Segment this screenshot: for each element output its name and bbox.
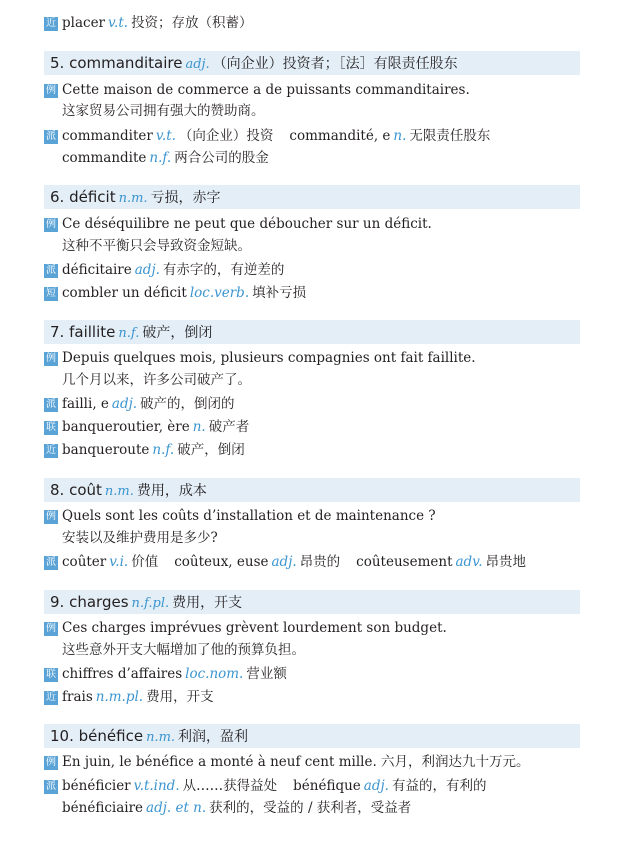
- derived-word: coûteux, euse: [174, 554, 269, 570]
- definition: 费用，开支: [172, 595, 243, 611]
- grammar-label: v.t.: [155, 128, 176, 144]
- definition: 填补亏损: [252, 285, 307, 301]
- derived-line: [44, 776, 486, 796]
- grammar-label: n.m.: [146, 730, 176, 745]
- grammar-label: v.t.: [108, 15, 129, 31]
- extra-line: [44, 664, 287, 684]
- grammar-label: adj.: [363, 778, 389, 794]
- tag-badge: 派: [46, 557, 56, 568]
- example-chinese: 这家贸易公司拥有强大的赞助商。: [62, 103, 265, 119]
- derived-line-2: [62, 798, 411, 818]
- headword: placer: [62, 15, 106, 31]
- definition: 价值: [131, 554, 159, 570]
- entry-header-10: [44, 724, 580, 748]
- extra-line: [44, 283, 306, 303]
- derived-word: bénéfique: [293, 778, 361, 794]
- definition: 费用，成本: [136, 483, 207, 499]
- definition: 获利的，受益的 / 获利者，受益者: [209, 800, 412, 816]
- tag-badge: 派: [46, 131, 56, 142]
- tag-badge: 近: [46, 18, 56, 29]
- example-chinese: 六月，利润达九十万元。: [381, 754, 530, 770]
- definition: 投资；存放（积蓄）: [131, 15, 253, 31]
- derived-word: commandite: [62, 150, 147, 166]
- example-line: [44, 618, 447, 638]
- definition: 破产的，倒闭的: [140, 396, 235, 412]
- entry-number: 7.: [50, 323, 65, 341]
- extra-line: [44, 687, 214, 707]
- tag-badge: 例: [46, 757, 56, 768]
- entry-number: 9.: [50, 593, 65, 611]
- grammar-label: n.m.: [118, 191, 148, 206]
- example-chinese: 这种不平衡只会导致资金短缺。: [62, 238, 251, 254]
- definition: 有赤字的，有逆差的: [162, 262, 285, 278]
- extra-line: [44, 417, 249, 437]
- grammar-label: n.f.: [149, 150, 172, 166]
- grammar-label: n.m.pl.: [95, 689, 144, 705]
- definition: 利润，盈利: [178, 729, 249, 745]
- extra-line: [44, 394, 235, 414]
- definition: 有益的，有利的: [391, 778, 487, 794]
- derived-word: commanditer: [62, 128, 153, 144]
- grammar-label: n.f.: [152, 442, 175, 458]
- definition: （向企业）投资者；［法］有限责任股东: [212, 56, 458, 72]
- derived-line: [44, 126, 490, 146]
- derived-line-2: [62, 148, 269, 168]
- definition: 从……获得益处: [182, 778, 278, 794]
- derived-word: bénéficiaire: [62, 800, 144, 816]
- example-line: [44, 506, 436, 526]
- related-word: chiffres d’affaires: [62, 666, 183, 682]
- related-word: failli, e: [62, 396, 109, 412]
- tag-badge: 例: [46, 219, 56, 230]
- grammar-label: n.: [393, 128, 407, 144]
- extra-line: [44, 440, 245, 460]
- example-line: [44, 752, 530, 772]
- derived-word: commandité, e: [289, 128, 391, 144]
- definition: 无限责任股东: [409, 128, 491, 144]
- entry-number: 6.: [50, 188, 65, 206]
- entry-header-6: [44, 185, 580, 209]
- grammar-label: n.m.: [104, 484, 134, 499]
- example-chinese: 这些意外开支大幅增加了他的预算负担。: [62, 642, 305, 658]
- example-line: [44, 214, 432, 234]
- entry-number: 8.: [50, 481, 65, 499]
- grammar-label: adj.: [185, 57, 210, 72]
- definition: 营业额: [246, 666, 287, 682]
- grammar-label: v.i.: [109, 554, 129, 570]
- definition: 亏损，赤字: [150, 190, 221, 206]
- derived-word: coûteusement: [356, 554, 453, 570]
- derived-word: bénéficier: [62, 778, 131, 794]
- derived-line: [44, 552, 526, 572]
- grammar-label: adj.: [134, 262, 160, 278]
- grammar-label: loc.nom.: [185, 666, 244, 682]
- example-french: Ce déséquilibre ne peut que déboucher sur un déficit.: [62, 216, 432, 232]
- tag-badge: 例: [46, 353, 56, 364]
- related-word: banqueroutier, ère: [62, 419, 190, 435]
- tag-badge: 近: [46, 692, 56, 703]
- entry-word: coût: [69, 481, 102, 499]
- entry-word: faillite: [69, 323, 116, 341]
- example-line: [44, 348, 476, 368]
- tag-badge: 例: [46, 511, 56, 522]
- definition: 破产，倒闭: [142, 325, 213, 341]
- example-chinese: 安装以及维护费用是多少?: [62, 530, 218, 546]
- grammar-label: n.: [192, 419, 206, 435]
- extra-line: [44, 260, 284, 280]
- entry-number: 5.: [50, 54, 65, 72]
- example-chinese: 几个月以来，许多公司破产了。: [62, 372, 251, 388]
- entry-header-9: [44, 590, 580, 614]
- example-french: Cette maison de commerce a de puissants commanditaires.: [62, 82, 470, 98]
- grammar-label: adj. et n.: [146, 800, 207, 816]
- entry-line-placer: [44, 13, 253, 33]
- tag-badge: 联: [46, 422, 56, 433]
- entry-header-5: [44, 51, 580, 75]
- entry-number: 10.: [50, 727, 74, 745]
- tag-badge: 近: [46, 445, 56, 456]
- grammar-label: loc.verb.: [189, 285, 250, 301]
- tag-badge: 派: [46, 781, 56, 792]
- entry-word: commanditaire: [69, 54, 183, 72]
- example-french: Ces charges imprévues grèvent lourdement son budget.: [62, 620, 447, 636]
- definition: 破产者: [208, 419, 250, 435]
- definition: 两合公司的股金: [174, 150, 269, 166]
- example-french: En juin, le bénéfice a monté à neuf cent mille.: [62, 754, 377, 770]
- entry-header-8: [44, 478, 580, 502]
- definition: 昂贵的: [299, 554, 341, 570]
- entry-word: bénéfice: [78, 727, 144, 745]
- related-word: frais: [62, 689, 93, 705]
- derived-word: coûter: [62, 554, 107, 570]
- related-word: banqueroute: [62, 442, 150, 458]
- example-french: Depuis quelques mois, plusieurs compagnies ont fait faillite.: [62, 350, 476, 366]
- grammar-label: v.t.ind.: [133, 778, 180, 794]
- tag-badge: 联: [46, 669, 56, 680]
- tag-badge: 派: [46, 265, 56, 276]
- entry-header-7: [44, 320, 580, 344]
- tag-badge: 派: [46, 399, 56, 410]
- definition: （向企业）投资: [178, 128, 274, 144]
- definition: 昂贵地: [485, 554, 527, 570]
- grammar-label: adj.: [271, 554, 297, 570]
- tag-badge: 短: [46, 288, 56, 299]
- entry-word: déficit: [69, 188, 116, 206]
- grammar-label: adv.: [455, 554, 483, 570]
- entry-word: charges: [69, 593, 129, 611]
- definition: 破产，倒闭: [177, 442, 245, 458]
- related-word: déficitaire: [62, 262, 132, 278]
- tag-badge: 例: [46, 85, 56, 96]
- grammar-label: adj.: [111, 396, 138, 412]
- related-word: combler un déficit: [62, 285, 187, 301]
- example-line: [44, 80, 470, 100]
- grammar-label: n.f.pl.: [131, 596, 170, 611]
- definition: 费用，开支: [146, 689, 214, 705]
- example-french: Quels sont les coûts d’installation et de maintenance ?: [62, 508, 436, 524]
- tag-badge: 例: [46, 623, 56, 634]
- grammar-label: n.f.: [118, 326, 140, 341]
